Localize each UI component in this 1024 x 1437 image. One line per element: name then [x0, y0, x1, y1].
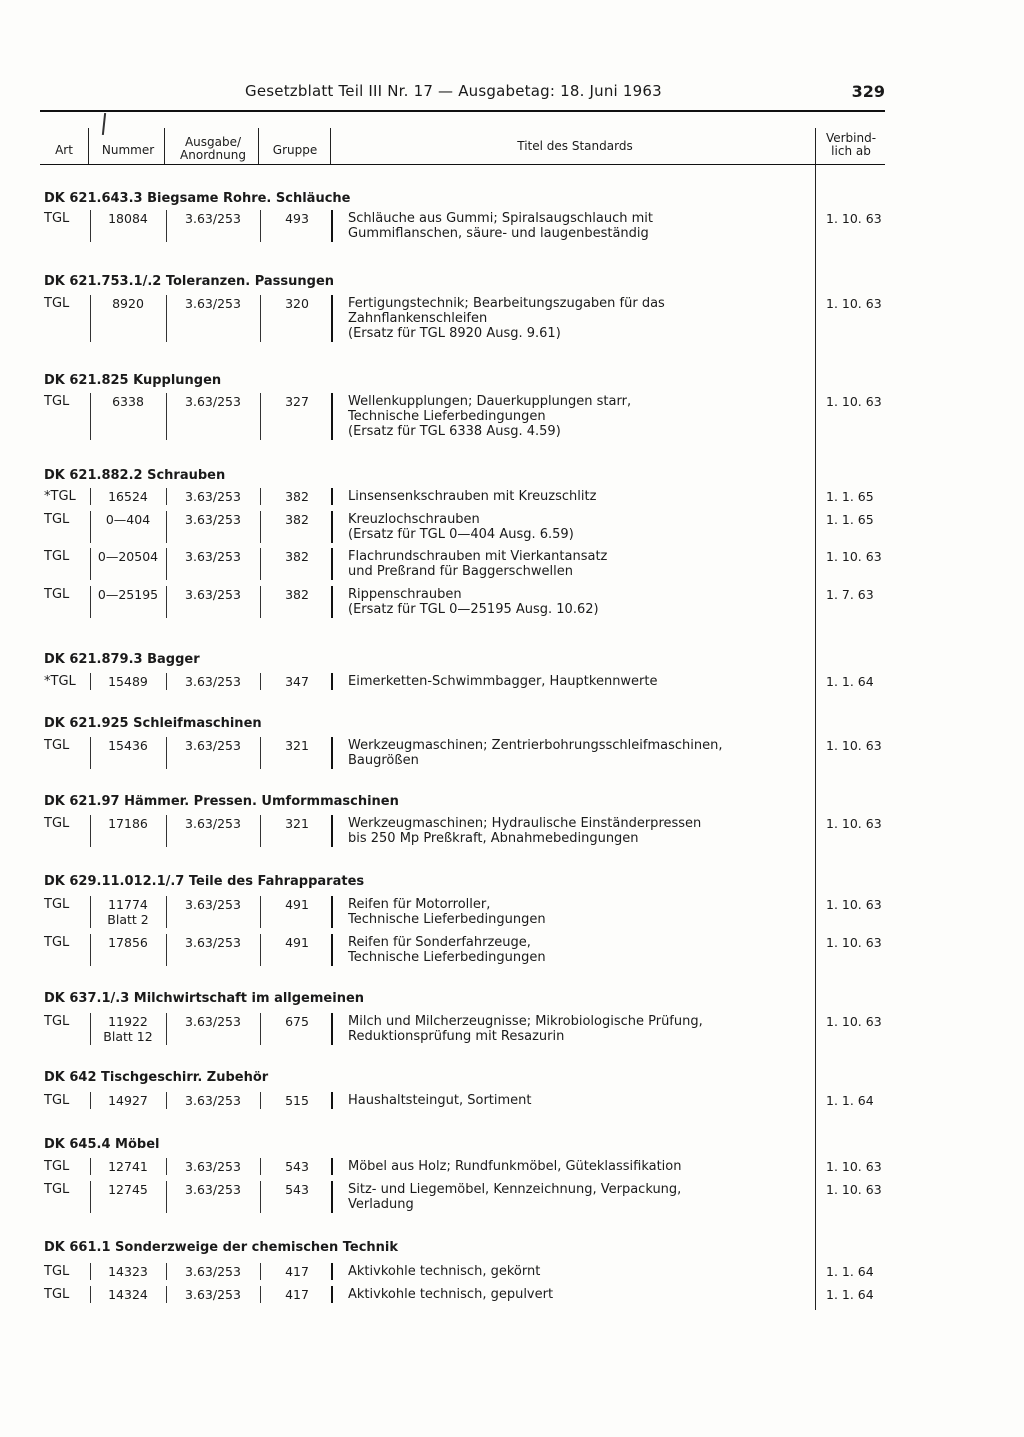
effective-date: 1. 10. 63 [826, 935, 882, 950]
standard-edition: 3.63/253 [185, 211, 241, 226]
group-title: DK 621.882.2 Schrauben [44, 468, 226, 483]
effective-date: 1. 7. 63 [826, 587, 874, 602]
standard-edition: 3.63/253 [185, 935, 241, 950]
column-bar [331, 673, 333, 690]
col-divider [88, 128, 89, 164]
col-header-nummer: Nummer [101, 143, 155, 157]
page-header [40, 82, 885, 108]
standard-group: 347 [285, 674, 309, 689]
standard-row [40, 512, 885, 546]
standard-edition: 3.63/253 [185, 296, 241, 311]
column-bar [90, 1286, 91, 1303]
standard-title [348, 1159, 818, 1174]
standard-type: TGL [44, 816, 70, 831]
standard-edition: 3.63/253 [185, 1093, 241, 1108]
standard-edition: 3.63/253 [185, 1014, 241, 1029]
column-bar [260, 1013, 261, 1045]
standard-number [92, 489, 164, 504]
standard-row [40, 549, 885, 583]
effective-date: 1. 10. 63 [826, 211, 882, 226]
standard-group: 515 [285, 1093, 309, 1108]
col-header-verbindlich-line2: lich ab [831, 144, 871, 158]
column-bar [90, 511, 91, 543]
standard-group: 675 [285, 1014, 309, 1029]
standard-edition: 3.63/253 [185, 674, 241, 689]
column-bar [260, 815, 261, 847]
group-title: DK 621.825 Kupplungen [44, 373, 222, 388]
col-header-ausgabe-line2: Anordnung [180, 148, 246, 162]
standard-row [40, 211, 885, 245]
standard-title [348, 1287, 818, 1302]
standard-group: 491 [285, 935, 309, 950]
standard-number [92, 1264, 164, 1279]
standard-row [40, 1014, 885, 1048]
column-bar [331, 586, 333, 618]
column-headers [40, 128, 885, 164]
column-bar [166, 1286, 167, 1303]
column-bar [331, 295, 333, 342]
column-bar [331, 1092, 333, 1109]
standard-number [92, 1182, 164, 1197]
effective-date: 1. 10. 63 [826, 1182, 882, 1197]
standard-title-line: (Ersatz für TGL 6338 Ausg. 4.59) [348, 424, 561, 439]
standard-title-line: Technische Lieferbedingungen [348, 409, 546, 424]
column-bar [331, 1158, 333, 1175]
standard-type: *TGL [44, 489, 76, 504]
standard-type: TGL [44, 897, 70, 912]
standard-group: 543 [285, 1159, 309, 1174]
effective-date: 1. 10. 63 [826, 549, 882, 564]
standard-title-line: Rippenschrauben [348, 587, 462, 602]
standard-type: TGL [44, 738, 70, 753]
column-bar [166, 488, 167, 505]
group-title: DK 621.97 Hämmer. Pressen. Umformmaschinen [44, 794, 399, 809]
effective-date: 1. 10. 63 [826, 394, 882, 409]
col-header-ausgabe-line1: Ausgabe/ [184, 135, 242, 149]
column-bar [166, 586, 167, 618]
standard-type: TGL [44, 394, 70, 409]
col-header-verbindlich-line1: Verbind- [825, 131, 877, 145]
standard-row [40, 738, 885, 772]
standard-title [348, 549, 818, 579]
standard-edition: 3.63/253 [185, 816, 241, 831]
standard-number [92, 935, 164, 950]
column-bar [260, 488, 261, 505]
standard-type: TGL [44, 1093, 70, 1108]
column-bar [166, 815, 167, 847]
standard-title-line: Eimerketten-Schwimmbagger, Hauptkennwerte [348, 674, 658, 689]
column-bar [260, 1286, 261, 1303]
page-number: 329 [851, 82, 885, 101]
standard-group: 417 [285, 1264, 309, 1279]
standard-title [348, 897, 818, 927]
standard-title-line: Gummiflanschen, säure- und laugenbeständig [348, 226, 649, 241]
standard-edition: 3.63/253 [185, 738, 241, 753]
effective-date: 1. 1. 65 [826, 512, 874, 527]
column-bar [260, 896, 261, 928]
standard-number [92, 1287, 164, 1302]
column-bar [331, 1181, 333, 1213]
column-bar [90, 1158, 91, 1175]
column-bar [90, 295, 91, 342]
standard-edition: 3.63/253 [185, 394, 241, 409]
standard-number [92, 549, 164, 564]
standard-number [92, 512, 164, 527]
column-bar [90, 210, 91, 242]
standard-row [40, 296, 885, 345]
column-bar [166, 210, 167, 242]
standard-title [348, 296, 818, 341]
standard-title [348, 674, 818, 689]
standard-group: 491 [285, 897, 309, 912]
effective-date: 1. 1. 65 [826, 489, 874, 504]
standard-group: 321 [285, 738, 309, 753]
column-bar [260, 1158, 261, 1175]
column-bar [166, 1013, 167, 1045]
column-bar [166, 548, 167, 580]
effective-date: 1. 10. 63 [826, 738, 882, 753]
column-bar [331, 815, 333, 847]
standard-type: TGL [44, 1287, 70, 1302]
standard-edition: 3.63/253 [185, 489, 241, 504]
standard-number-value: 17186 [108, 816, 148, 831]
standard-title-line: bis 250 Mp Preßkraft, Abnahmebedingungen [348, 831, 639, 846]
col-header-gruppe: Gruppe [272, 143, 318, 157]
effective-date: 1. 1. 64 [826, 1093, 874, 1108]
group-title: DK 621.643.3 Biegsame Rohre. Schläuche [44, 191, 351, 206]
standard-row [40, 489, 885, 508]
column-bar [260, 210, 261, 242]
standard-number [92, 296, 164, 311]
group-title: DK 661.1 Sonderzweige der chemischen Technik [44, 1240, 399, 1255]
standard-group: 417 [285, 1287, 309, 1302]
standard-row [40, 897, 885, 931]
standard-number-value: 14927 [108, 1093, 148, 1108]
column-bar [90, 1092, 91, 1109]
standard-group: 382 [285, 587, 309, 602]
group-title: DK 629.11.012.1/.7 Teile des Fahrapparates [44, 874, 365, 889]
standard-title-line: Aktivkohle technisch, gepulvert [348, 1287, 554, 1302]
standard-row [40, 1264, 885, 1283]
standard-title-line: Aktivkohle technisch, gekörnt [348, 1264, 541, 1279]
column-bar [260, 934, 261, 966]
column-bar [90, 586, 91, 618]
column-bar [166, 511, 167, 543]
col-divider [330, 128, 331, 164]
standard-row [40, 1093, 885, 1112]
col-header-ausgabe [166, 136, 260, 162]
standard-title-line: Haushaltsteingut, Sortiment [348, 1093, 532, 1108]
standard-number [92, 897, 164, 927]
standard-type: TGL [44, 1014, 70, 1029]
col-divider [815, 128, 816, 164]
col-divider [164, 128, 165, 164]
standard-title [348, 1014, 818, 1044]
standard-row [40, 1182, 885, 1216]
column-bar [166, 934, 167, 966]
column-bar [260, 1263, 261, 1280]
standard-number-value: 6338 [112, 394, 144, 409]
standard-group: 382 [285, 549, 309, 564]
group-title: DK 621.879.3 Bagger [44, 652, 200, 667]
standard-number [92, 816, 164, 831]
standard-title-line: und Preßrand für Baggerschwellen [348, 564, 573, 579]
standard-title [348, 587, 818, 617]
standard-title [348, 394, 818, 439]
header-rule [40, 110, 885, 112]
standard-edition: 3.63/253 [185, 1159, 241, 1174]
standard-number-value: 12745 [108, 1182, 148, 1197]
column-bar [90, 815, 91, 847]
col-header-verbindlich [816, 132, 886, 158]
effective-date: 1. 10. 63 [826, 1159, 882, 1174]
column-bar [260, 511, 261, 543]
standard-title-line: Linsensenkschrauben mit Kreuzschlitz [348, 489, 597, 504]
standard-row [40, 816, 885, 850]
standard-group: 382 [285, 512, 309, 527]
column-bar [260, 548, 261, 580]
standard-title-line: (Ersatz für TGL 0—25195 Ausg. 10.62) [348, 602, 599, 617]
column-bar [90, 737, 91, 769]
standard-title-line: Flachrundschrauben mit Vierkantansatz [348, 549, 608, 564]
column-bar [166, 673, 167, 690]
standard-title-line: Fertigungstechnik; Bearbeitungszugaben für das [348, 296, 665, 311]
column-bar [260, 1092, 261, 1109]
standard-title-line: Werkzeugmaschinen; Zentrierbohrungsschleifmaschinen, [348, 738, 723, 753]
column-bar [331, 737, 333, 769]
standard-title [348, 935, 818, 965]
column-header-rule [40, 164, 885, 165]
standard-type: TGL [44, 1264, 70, 1279]
column-bar [331, 548, 333, 580]
column-bar [260, 737, 261, 769]
column-bar [90, 393, 91, 440]
standard-number-value: 17856 [108, 935, 148, 950]
column-bar [90, 1181, 91, 1213]
column-bar [331, 1013, 333, 1045]
standard-number-value: 0—25195 [97, 587, 159, 602]
standard-type: TGL [44, 1159, 70, 1174]
standard-row [40, 1159, 885, 1178]
column-bar [90, 488, 91, 505]
standard-number-value: 0—20504 [97, 549, 159, 564]
standard-title-line: Möbel aus Holz; Rundfunkmöbel, Güteklassifikation [348, 1159, 682, 1174]
column-bar [166, 1181, 167, 1213]
standard-edition: 3.63/253 [185, 1264, 241, 1279]
standard-sheet: Blatt 12 [103, 1029, 153, 1044]
column-bar [260, 586, 261, 618]
standard-group: 493 [285, 211, 309, 226]
standard-group: 382 [285, 489, 309, 504]
standard-title-line: Wellenkupplungen; Dauerkupplungen starr, [348, 394, 632, 409]
standard-type: TGL [44, 935, 70, 950]
column-bar [331, 1263, 333, 1280]
effective-date: 1. 1. 64 [826, 674, 874, 689]
standard-edition: 3.63/253 [185, 1182, 241, 1197]
standard-number [92, 1093, 164, 1108]
standard-title-line: Reifen für Sonderfahrzeuge, [348, 935, 531, 950]
standard-edition: 3.63/253 [185, 512, 241, 527]
standard-number [92, 587, 164, 602]
standard-sheet: Blatt 2 [107, 912, 149, 927]
column-bar [331, 896, 333, 928]
effective-date: 1. 1. 64 [826, 1287, 874, 1302]
standard-title [348, 1093, 818, 1108]
standard-title-line: Verladung [348, 1197, 414, 1212]
standard-title [348, 816, 818, 846]
group-title: DK 642 Tischgeschirr. Zubehör [44, 1070, 269, 1085]
column-bar [90, 548, 91, 580]
gazette-header-title: Gesetzblatt Teil III Nr. 17 — Ausgabetag: 18. Juni 1963 [245, 82, 662, 100]
standard-title-line: Baugrößen [348, 753, 419, 768]
column-bar [90, 673, 91, 690]
standard-title-line: Kreuzlochschrauben [348, 512, 480, 527]
standard-type: TGL [44, 296, 70, 311]
standard-number [92, 1159, 164, 1174]
col-divider [258, 128, 259, 164]
standard-number-value: 15489 [108, 674, 148, 689]
column-bar [90, 934, 91, 966]
group-title: DK 621.925 Schleifmaschinen [44, 716, 262, 731]
standard-number [92, 211, 164, 226]
column-bar [331, 934, 333, 966]
standard-title-line: Werkzeugmaschinen; Hydraulische Einständerpressen [348, 816, 702, 831]
column-bar [331, 393, 333, 440]
column-bar [260, 393, 261, 440]
standard-group: 321 [285, 816, 309, 831]
standard-row [40, 1287, 885, 1306]
column-bar [260, 295, 261, 342]
effective-date: 1. 10. 63 [826, 296, 882, 311]
standard-row [40, 587, 885, 621]
effective-date: 1. 1. 64 [826, 1264, 874, 1279]
standard-number [92, 738, 164, 753]
standard-title [348, 211, 818, 241]
standard-type: TGL [44, 1182, 70, 1197]
standard-number [92, 394, 164, 409]
effective-date: 1. 10. 63 [826, 897, 882, 912]
column-bar [90, 1013, 91, 1045]
standard-edition: 3.63/253 [185, 1287, 241, 1302]
column-bar [331, 511, 333, 543]
column-bar [260, 1181, 261, 1213]
standard-type: TGL [44, 211, 70, 226]
standard-row [40, 674, 885, 693]
column-bar [90, 1263, 91, 1280]
column-bar [166, 1263, 167, 1280]
standard-title-line: Zahnflankenschleifen [348, 311, 488, 326]
group-title: DK 645.4 Möbel [44, 1137, 160, 1152]
col-header-art: Art [55, 143, 73, 157]
standard-type: TGL [44, 512, 70, 527]
standard-title-line: Schläuche aus Gummi; Spiralsaugschlauch mit [348, 211, 653, 226]
standard-title-line: Milch und Milcherzeugnisse; Mikrobiologische Prüfung, [348, 1014, 703, 1029]
standard-type: *TGL [44, 674, 76, 689]
standard-title-line: Technische Lieferbedingungen [348, 912, 546, 927]
standard-number-value: 12741 [108, 1159, 148, 1174]
standard-title-line: (Ersatz für TGL 8920 Ausg. 9.61) [348, 326, 561, 341]
standard-number-value: 16524 [108, 489, 148, 504]
column-bar [166, 1158, 167, 1175]
standard-type: TGL [44, 587, 70, 602]
group-title: DK 637.1/.3 Milchwirtschaft im allgemeinen [44, 991, 365, 1006]
standard-title-line: Reduktionsprüfung mit Resazurin [348, 1029, 565, 1044]
effective-date: 1. 10. 63 [826, 1014, 882, 1029]
standard-edition: 3.63/253 [185, 549, 241, 564]
standard-group: 327 [285, 394, 309, 409]
standard-title [348, 512, 818, 542]
standard-number-value: 0—404 [105, 512, 151, 527]
standard-title-line: (Ersatz für TGL 0—404 Ausg. 6.59) [348, 527, 574, 542]
column-bar [166, 737, 167, 769]
column-bar [166, 1092, 167, 1109]
standard-number-value: 11774 [108, 897, 148, 912]
effective-date: 1. 10. 63 [826, 816, 882, 831]
standard-number [92, 1014, 164, 1044]
standard-row [40, 935, 885, 969]
group-title: DK 621.753.1/.2 Toleranzen. Passungen [44, 274, 335, 289]
column-bar [166, 393, 167, 440]
standard-group: 543 [285, 1182, 309, 1197]
standard-number-value: 11922 [108, 1014, 148, 1029]
standard-edition: 3.63/253 [185, 587, 241, 602]
standard-row [40, 394, 885, 443]
standard-number-value: 14324 [108, 1287, 148, 1302]
standard-title-line: Reifen für Motorroller, [348, 897, 491, 912]
standard-number-value: 15436 [108, 738, 148, 753]
standard-title [348, 489, 818, 504]
standard-title [348, 1182, 818, 1212]
standard-title-line: Technische Lieferbedingungen [348, 950, 546, 965]
column-bar [260, 673, 261, 690]
col-header-titel: Titel des Standards [517, 139, 633, 153]
column-bar [90, 896, 91, 928]
column-bar [166, 295, 167, 342]
standard-number-value: 14323 [108, 1264, 148, 1279]
standard-number [92, 674, 164, 689]
standard-group: 320 [285, 296, 309, 311]
standard-type: TGL [44, 549, 70, 564]
standard-title [348, 1264, 818, 1279]
standard-edition: 3.63/253 [185, 897, 241, 912]
standard-number-value: 8920 [112, 296, 144, 311]
column-bar [166, 896, 167, 928]
standard-title [348, 738, 818, 768]
standard-title-line: Sitz- und Liegemöbel, Kennzeichnung, Verpackung, [348, 1182, 682, 1197]
column-bar [331, 488, 333, 505]
column-bar [331, 1286, 333, 1303]
column-bar [331, 210, 333, 242]
standard-number-value: 18084 [108, 211, 148, 226]
